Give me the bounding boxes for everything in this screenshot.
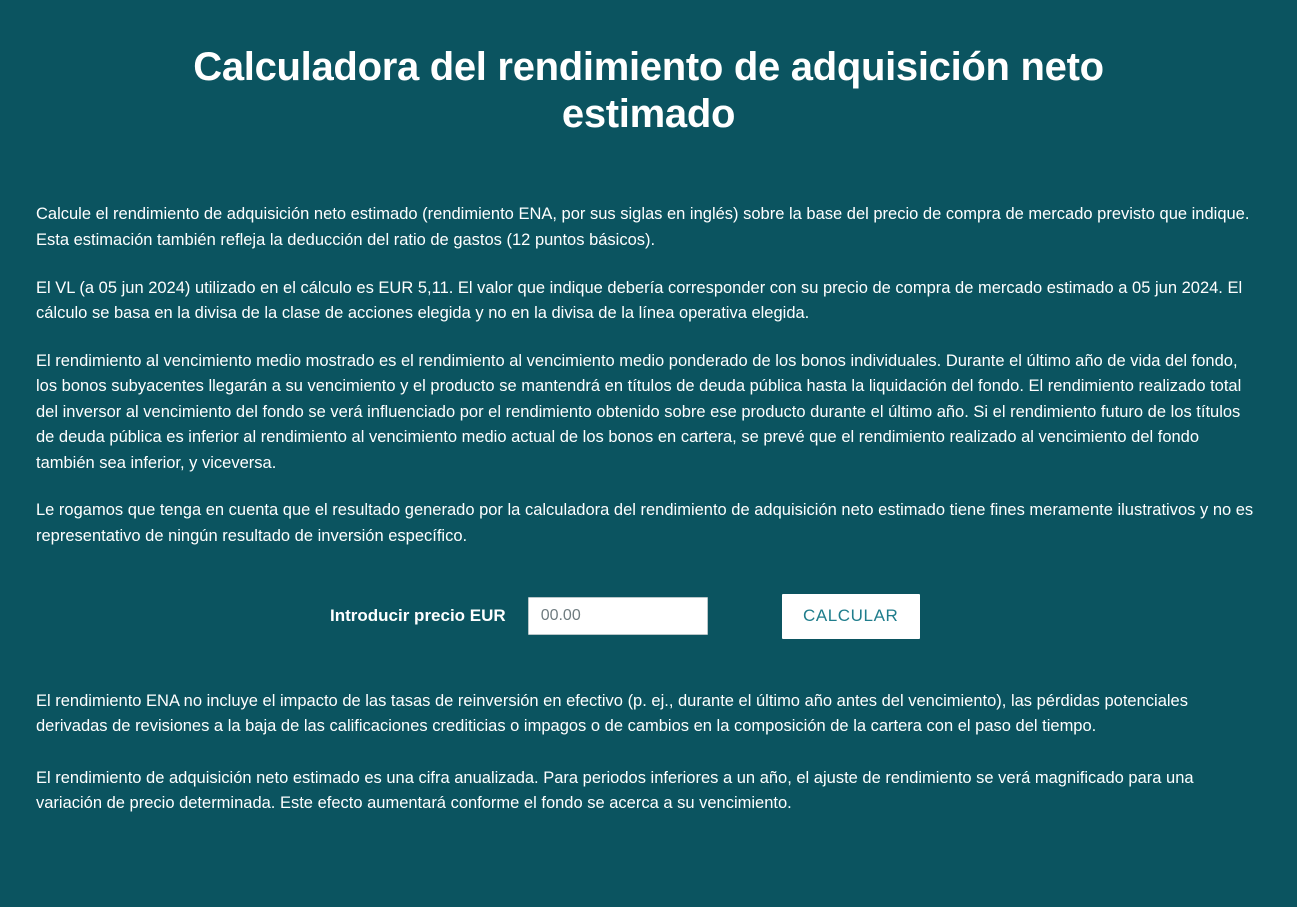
- intro-paragraph-3: El rendimiento al vencimiento medio mostrado es el rendimiento al vencimiento medio ponderado de los bonos individuales. Durante el último año de vida del fondo, los bonos subyacentes llegarán a su vencimiento y el producto se mantendrá en títulos de deuda pública hasta la liquidación del fondo. El rendimiento realizado total del inversor al vencimiento del fondo se verá influenciado por el rendimiento obtenido sobre ese producto durante el último año. Si el rendimiento futuro de los títulos de deuda pública es inferior al rendimiento al vencimiento medio actual de los bonos en cartera, se prevé que el rendimiento realizado al vencimiento del fondo también sea inferior, y viceversa.: [36, 351, 1242, 472]
- footnotes-section: [36, 689, 1261, 817]
- intro-paragraph-4: Le rogamos que tenga en cuenta que el resultado generado por la calculadora del rendimiento de adquisición neto estimado tiene fines meramente ilustrativos y no es representativo de ningún resultado de inversión específico.: [36, 501, 1254, 545]
- intro-section: [36, 202, 1261, 549]
- price-input[interactable]: [528, 597, 708, 635]
- price-input-label: Introducir precio EUR: [330, 606, 506, 626]
- page-title: Calculadora del rendimiento de adquisición neto estimado: [193, 45, 1104, 137]
- calculate-button[interactable]: CALCULAR: [782, 594, 920, 639]
- calculator-controls: [36, 594, 1261, 639]
- footnote-paragraph-2: El rendimiento de adquisición neto estimado es una cifra anualizada. Para periodos inferiores a un año, el ajuste de rendimiento se verá magnificado para una variación de precio determinada. Este efecto aumentará conforme el fondo se acerca a su vencimiento.: [36, 768, 1194, 813]
- intro-paragraph-1: Calcule el rendimiento de adquisición neto estimado (rendimiento ENA, por sus siglas en inglés) sobre la base del precio de compra de mercado previsto que indique. Esta estimación también refleja la deducción del ratio de gastos (12 puntos básicos).: [36, 205, 1250, 249]
- footnote-paragraph-1: El rendimiento ENA no incluye el impacto de las tasas de reinversión en efectivo (p. ej., durante el último año antes del vencimiento), las pérdidas potenciales derivadas de revisiones a la baja de las calificaciones crediticias o impagos o de cambios en la composición de la cartera con el paso del tiempo.: [36, 691, 1188, 736]
- intro-paragraph-2: El VL (a 05 jun 2024) utilizado en el cálculo es EUR 5,11. El valor que indique debería corresponder con su precio de compra de mercado estimado a 05 jun 2024. El cálculo se basa en la divisa de la clase de acciones elegida y no en la divisa de la línea operativa elegida.: [36, 278, 1243, 323]
